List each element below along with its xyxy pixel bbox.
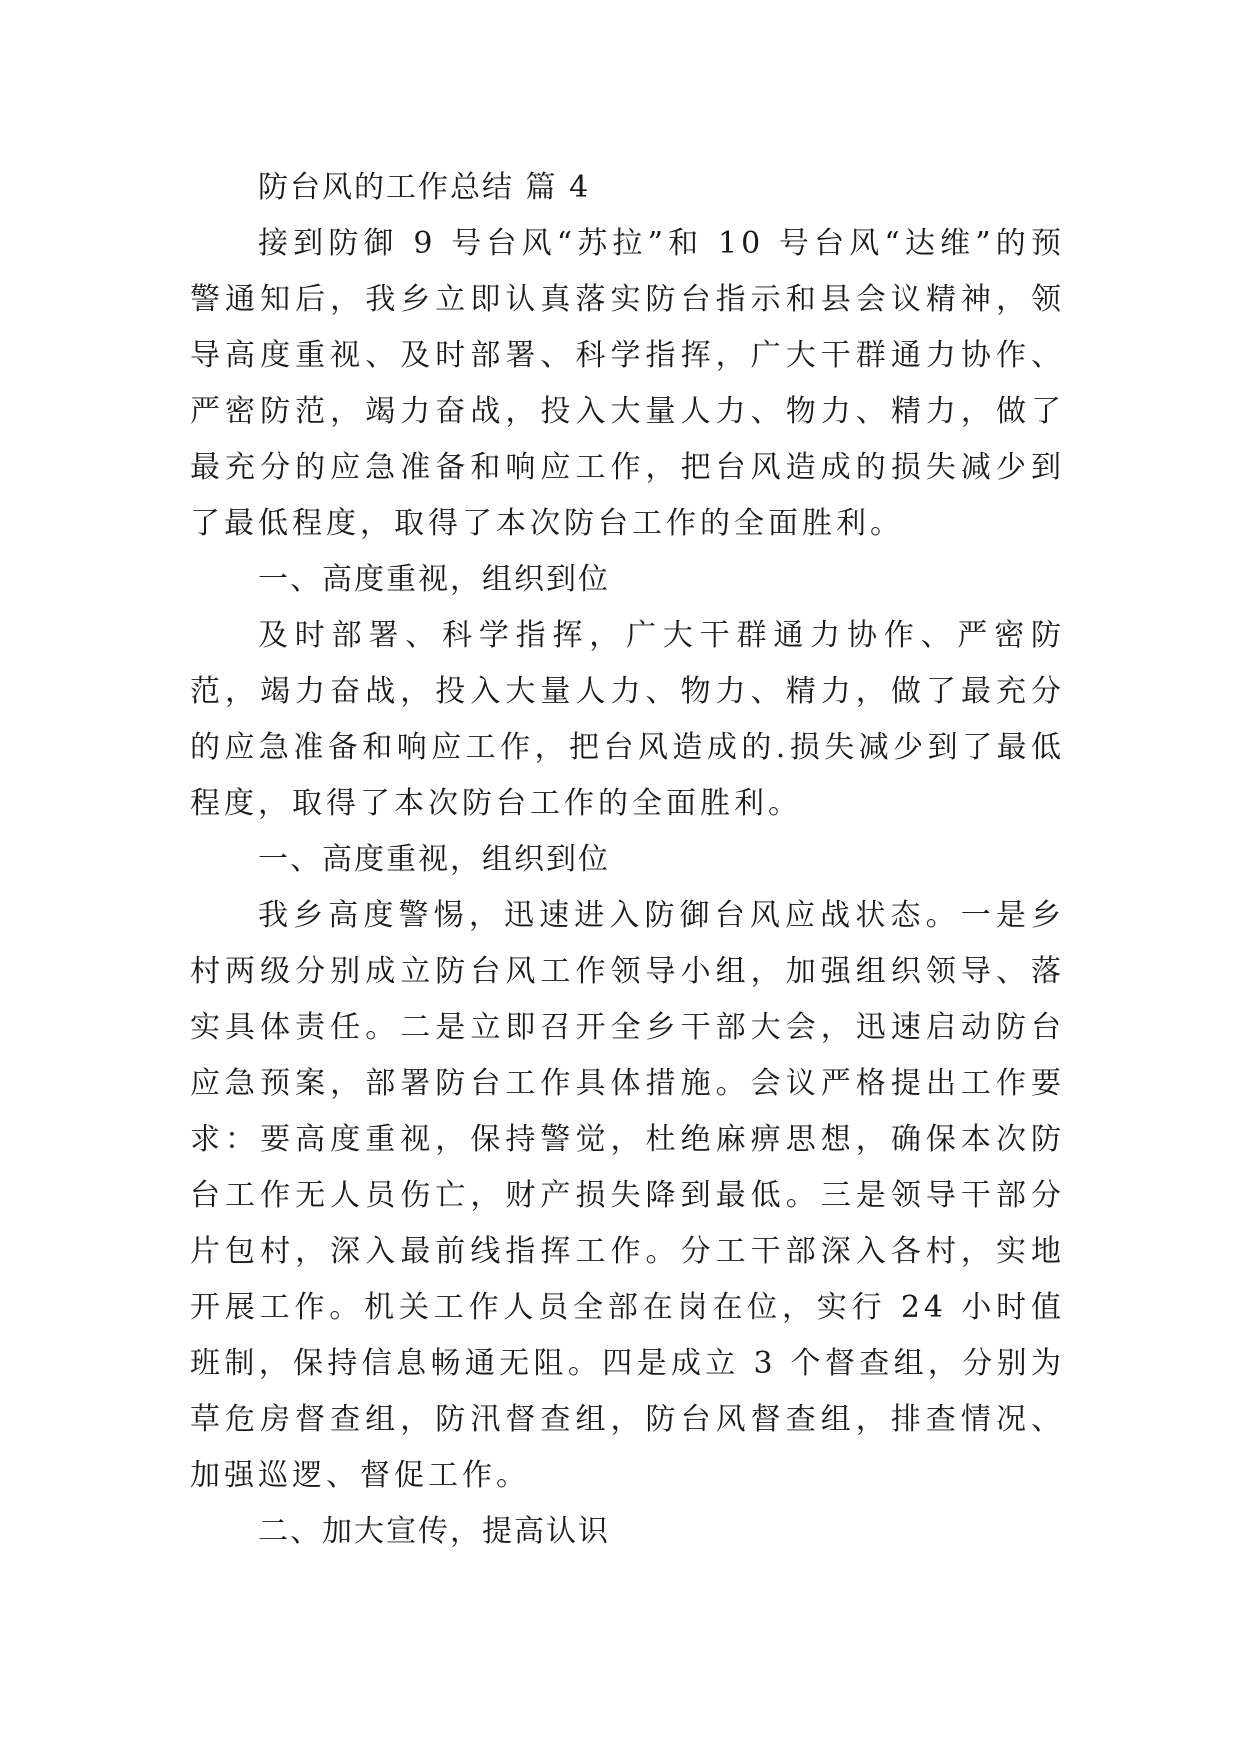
section-heading-1: 一、高度重视，组织到位 [258, 562, 610, 597]
document-body [190, 160, 1065, 1560]
section-heading-2: 二、加大宣传，提高认识 [258, 1514, 610, 1549]
section-1b-paragraph: 我乡高度警惕，迅速进入防御台风应战状态。一是乡村两级分别成立防台风工作领导小组，加强组织领导、落实具体责任。二是立即召开全乡干部大会，迅速启动防台应急预案，部署防台工作具体措施。会议严格提出工作要求：要高度重视，保持警觉，杜绝麻痹思想，确保本次防台工作无人员伤亡，财产损失降到最低。三是领导干部分片包村，深入最前线指挥工作。分工干部深入各村，实地开展工作。机关工作人员全部在岗在位，实行 24 小时值班制，保持信息畅通无阻。四是成立 3 个督查组，分别为草危房督查组，防汛督查组，防台风督查组，排查情况、加强巡逻、督促工作。 [190, 898, 1065, 1493]
section-1-paragraph: 及时部署、科学指挥，广大干群通力协作、严密防范，竭力奋战，投入大量人力、物力、精力，做了最充分的应急准备和响应工作，把台风造成的.损失减少到了最低程度，取得了本次防台工作的全面胜利。 [190, 618, 1065, 821]
intro-paragraph: 接到防御 9 号台风“苏拉”和 10 号台风“达维”的预警通知后，我乡立即认真落实防台指示和县会议精神，领导高度重视、及时部署、科学指挥，广大干群通力协作、严密防范，竭力奋战，投入大量人力、物力、精力，做了最充分的应急准备和响应工作，把台风造成的损失减少到了最低程度，取得了本次防台工作的全面胜利。 [190, 226, 1065, 541]
section-heading-1-repeat: 一、高度重视，组织到位 [258, 842, 610, 877]
document-title: 防台风的工作总结 篇 4 [258, 170, 591, 205]
